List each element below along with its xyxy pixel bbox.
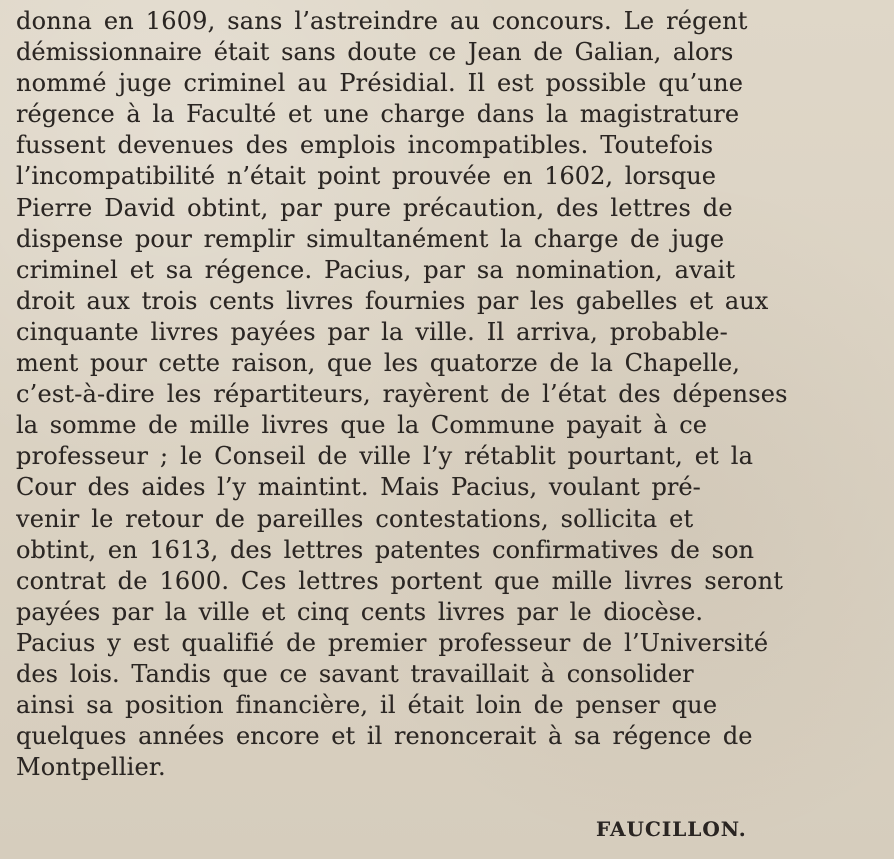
article-line: régence à la Faculté et une charge dans la magistrature xyxy=(16,100,740,129)
article-line: criminel et sa régence. Pacius, par sa nomination, avait xyxy=(16,255,736,284)
article-line: nommé juge criminel au Présidial. Il est possible qu’une xyxy=(16,69,744,98)
article-line: la somme de mille livres que la Commune payait à ce xyxy=(16,411,708,440)
article-line: Cour des aides l’y maintint. Mais Pacius, voulant pré- xyxy=(16,473,701,502)
article-line: quelques années encore et il renoncerait à sa régence de xyxy=(16,722,753,751)
article-line: Pierre David obtint, par pure précaution, des lettres de xyxy=(16,193,733,222)
article-line: dispense pour remplir simultanément la charge de juge xyxy=(16,224,725,253)
article-body xyxy=(16,6,876,783)
article-line: obtint, en 1613, des lettres patentes confirmatives de son xyxy=(16,535,754,564)
article-line: l’incompatibilité n’était point prouvée en 1602, lorsque xyxy=(16,162,717,191)
article-line: Pacius y est qualifié de premier professeur de l’Université xyxy=(16,628,769,657)
article-line: contrat de 1600. Ces lettres portent que mille livres seront xyxy=(16,566,784,595)
article-line: ainsi sa position financière, il était loin de penser que xyxy=(16,691,718,720)
article-line: cinquante livres payées par la ville. Il arriva, probable- xyxy=(16,317,728,346)
article-line: fussent devenues des emplois incompatibles. Toutefois xyxy=(16,131,714,160)
article-line: des lois. Tandis que ce savant travaillait à consolider xyxy=(16,659,694,688)
article-line: démissionnaire était sans doute ce Jean de Galian, alors xyxy=(16,38,734,67)
article-line: Montpellier. xyxy=(16,753,166,782)
article-line: professeur ; le Conseil de ville l’y rétablit pourtant, et la xyxy=(16,442,754,471)
article-line: payées par la ville et cinq cents livres par le diocèse. xyxy=(16,597,704,626)
article-line: venir le retour de pareilles contestations, sollicita et xyxy=(16,504,694,533)
article-line: droit aux trois cents livres fournies par les gabelles et aux xyxy=(16,286,769,315)
article-line: ment pour cette raison, que les quatorze de la Chapelle, xyxy=(16,349,740,378)
article-line: c’est-à-dire les répartiteurs, rayèrent de l’état des dépenses xyxy=(16,380,788,409)
article-line: donna en 1609, sans l’astreindre au concours. Le régent xyxy=(16,7,748,35)
author-signature: FAUCILLON. xyxy=(596,817,747,841)
